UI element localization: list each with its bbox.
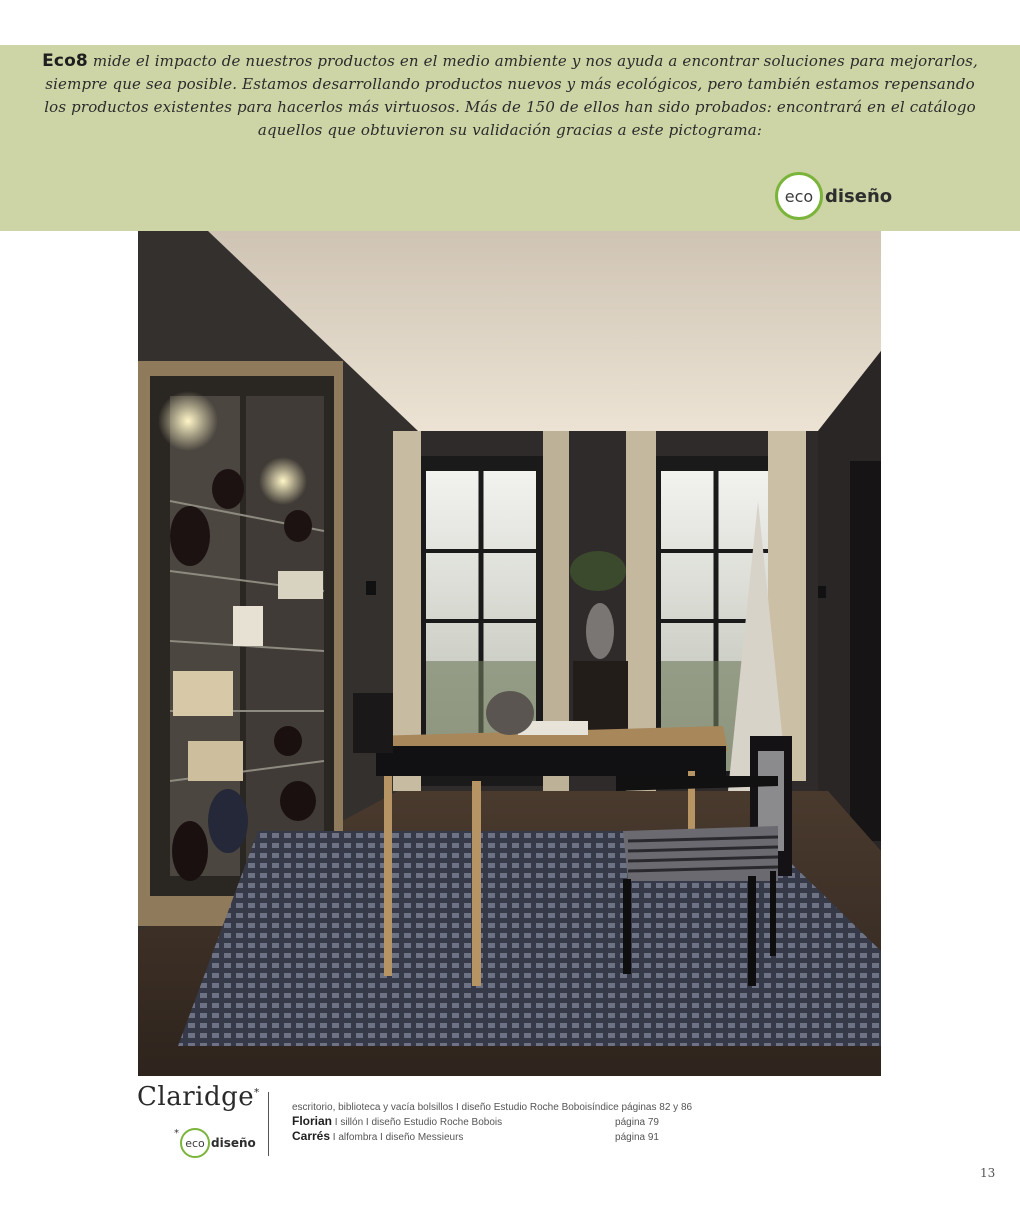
eco-intro-paragraph <box>40 50 980 142</box>
eco-ring-small-icon: eco <box>180 1128 210 1158</box>
detail-desc: escritorio, biblioteca y vacía bolsillos I diseño Estudio Roche Bobois <box>292 1102 593 1113</box>
detail-row <box>292 1129 712 1144</box>
detail-ref: página 79 <box>615 1117 659 1128</box>
detail-row <box>292 1114 712 1129</box>
eco-intro-text: mide el impacto de nuestros productos en el medio ambiente y nos ayuda a encontrar soluciones para mejorarlos, siempre que sea posible. Estamos desarrollando productos nuevos y más ecológicos, pero también estamos repensando los productos existentes para hacerlos más virtuosos. Más de 150 de ellos han sido probados: encontrará en el catálogo aquellos que obtuvieron su validación gracias a este pictograma: <box>44 52 978 139</box>
diseno-small-label: diseño <box>211 1136 256 1150</box>
product-details <box>292 1099 712 1144</box>
page-number: 13 <box>980 1166 996 1180</box>
diseno-label: diseño <box>825 185 893 207</box>
detail-row <box>292 1099 712 1114</box>
office-interior-photo <box>138 231 881 1076</box>
small-star-mark: * <box>174 1128 179 1139</box>
caption-divider <box>268 1092 269 1156</box>
detail-desc: Florian I sillón I diseño Estudio Roche Bobois <box>292 1114 503 1128</box>
collection-title <box>137 1082 260 1112</box>
collection-name: Claridge <box>137 1082 255 1112</box>
ecodiseno-small-pictogram <box>174 1128 256 1158</box>
detail-ref: página 91 <box>615 1132 659 1143</box>
detail-ref: índice páginas 82 y 86 <box>592 1102 693 1113</box>
eco-ring-icon: eco <box>775 172 823 220</box>
collection-star-mark: * <box>254 1087 260 1099</box>
detail-desc: Carrés I alfombra I diseño Messieurs <box>292 1129 464 1143</box>
ecodiseno-pictogram <box>775 172 892 220</box>
eco8-brand: Eco8 <box>42 51 88 71</box>
